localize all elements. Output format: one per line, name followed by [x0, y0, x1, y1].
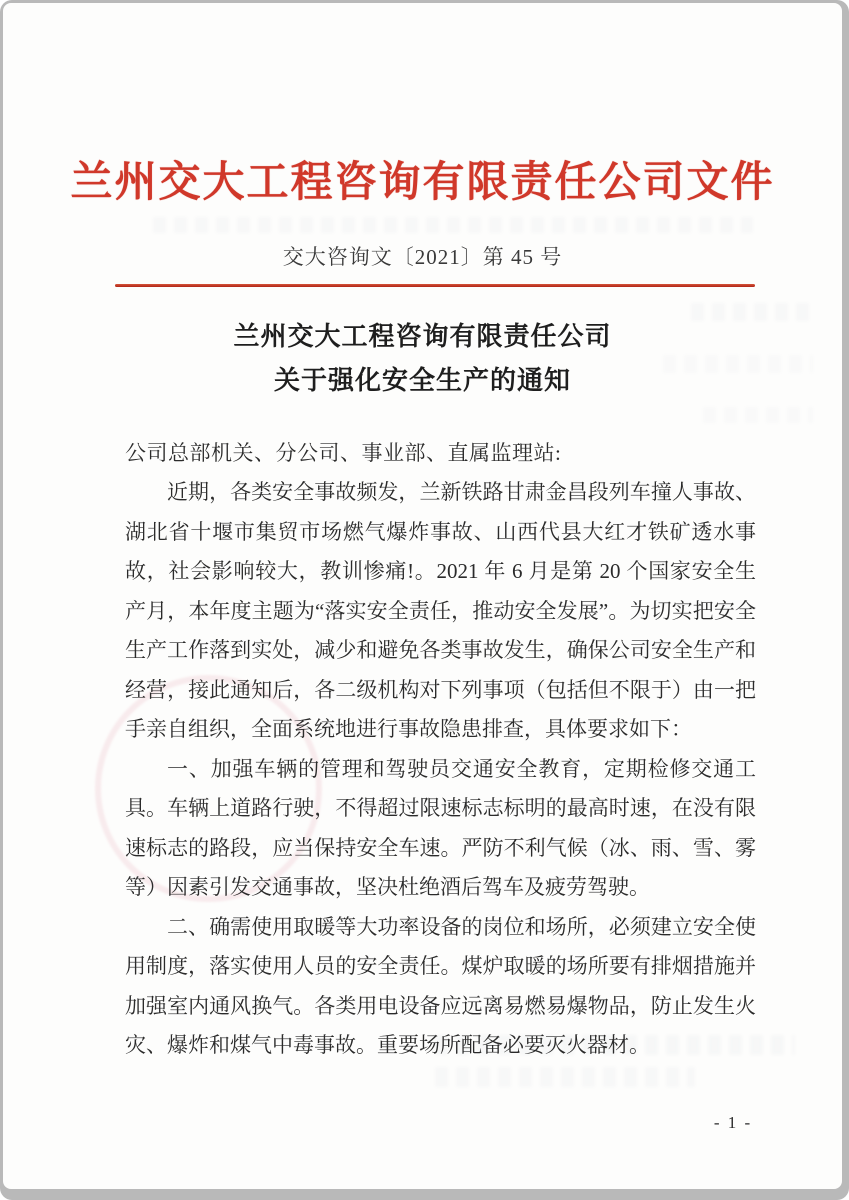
- document-org-title: 兰州交大工程咨询有限责任公司文件: [70, 160, 775, 206]
- body-paragraph-item-2: 二、确需使用取暖等大功率设备的岗位和场所，必须建立安全使用制度，落实使用人员的安全责任。煤炉取暖的场所要有排烟措施并加强室内通风换气。各类用电设备应远离易燃易爆物品，防止发生火灾、爆炸和煤气中毒事故。重要场所配备必要灭火器材。: [125, 914, 756, 1057]
- document-title-line1: 兰州交大工程咨询有限责任公司: [233, 322, 612, 351]
- red-divider-line: [115, 284, 755, 287]
- page-number: - 1 -: [713, 1113, 753, 1132]
- document-body: [125, 473, 756, 1066]
- bleed-through-artifact: [153, 217, 753, 233]
- salutation: 公司总部机关、分公司、事业部、直属监理站:: [125, 441, 562, 465]
- body-paragraph-intro: 近期，各类安全事故频发，兰新铁路甘肃金昌段列车撞人事故、湖北省十堰市集贸市场燃气爆炸事故、山西代县大红才铁矿透水事故，社会影响较大，教训惨痛!。2021 年 6 月是第 20 个国家安全生产月，本年度主题为“落实安全责任，推动安全发展”。为切实把安全生产工作落到实处，减少和避免各类事故发生，确保公司安全生产和经营，接此通知后，各二级机构对下列事项（包括但不限于）由一把手亲自组织，全面系统地进行事故隐患排查，具体要求如下：: [125, 480, 756, 741]
- bleed-through-artifact: [703, 407, 813, 423]
- bleed-through-artifact: [435, 1067, 695, 1087]
- document-title: [3, 315, 842, 403]
- document-title-line2: 关于强化安全生产的通知: [273, 366, 571, 395]
- body-paragraph-item-1: 一、加强车辆的管理和驾驶员交通安全教育，定期检修交通工具。车辆上道路行驶，不得超过限速标志标明的最高时速，在没有限速标志的路段，应当保持安全车速。严防不利气候（冰、雨、雪、雾等）因素引发交通事故，坚决杜绝酒后驾车及疲劳驾驶。: [125, 756, 756, 899]
- document-page: [3, 3, 842, 1189]
- document-number: 交大咨询文〔2021〕第 45 号: [282, 245, 563, 269]
